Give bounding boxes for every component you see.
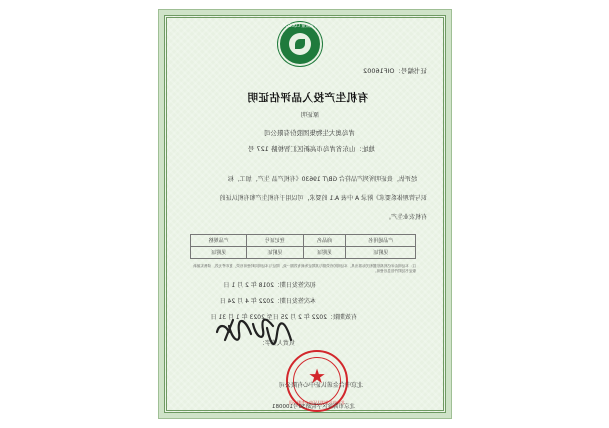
- first-issue-date: 初次签发日期：2018 年 2 月 1 日: [223, 282, 316, 289]
- table-row: [191, 247, 416, 259]
- organization-name: 北京中合金诺认证中心有限公司: [278, 382, 363, 389]
- company-name: 青岛奥大生物集团股份有限公司: [264, 129, 355, 137]
- star-icon: ★: [308, 364, 326, 388]
- table-header-cell: 登记证号: [247, 235, 303, 247]
- certificate-frame: [164, 15, 446, 413]
- signer-label: 负责人签字：: [258, 340, 295, 347]
- cqc-logo: [278, 22, 322, 66]
- body-line-2: 识与管理体系要求》附录 A 中表 A.1 的要求，可以用于有机生产和有机认证的: [219, 195, 427, 202]
- table-cell: 见附证: [247, 247, 303, 259]
- validity-period: 有效期限：2022 年 2 月 25 日至 2023 年 1 月 31 日: [210, 314, 357, 321]
- mirrored-content: [167, 18, 443, 410]
- seal-text: 北京中合金诺认证中心有限公司: [289, 400, 345, 405]
- table-cell: 见附证: [191, 247, 247, 259]
- footnote: 注：本证明由评估机构依据相关标准出具，本证明的有效期与其附证所载有效期一致，附证与本证明同时使用有效，复印件无效，请核实最新版证书及附件信息后使用。: [193, 264, 416, 273]
- organization-address: 北京市海淀区学院路30号100081: [272, 404, 355, 410]
- logo-text: 中国质量 CQCCQC: [282, 23, 318, 28]
- handwritten-signature: [213, 310, 295, 350]
- company-address: 地址：山东省青岛市高新区汇智桥路 127 号: [247, 145, 375, 153]
- leaf-icon: [295, 39, 305, 49]
- body-line-1: 经评估，贵证明所列产品符合 GB/T 19630《有机产品 生产、加工、标: [227, 176, 417, 183]
- table-header-cell: 产品规格: [191, 235, 247, 247]
- table-header-cell: 产品通用名: [346, 235, 416, 247]
- table-header-row: [191, 235, 416, 247]
- product-table: [190, 234, 416, 259]
- table-header-cell: 商品名: [303, 235, 346, 247]
- table-cell: 见附证: [346, 247, 416, 259]
- body-line-3: 有机农业生产。: [384, 214, 427, 221]
- certificate-subtitle: 原证明: [300, 112, 319, 119]
- certificate-number: 证书编号：OIF16002: [363, 67, 427, 75]
- current-issue-date: 本次签发日期：2022 年 4 月 24 日: [219, 298, 316, 305]
- certificate-title: 有机生产投入品评估证明: [247, 92, 368, 104]
- certificate: [158, 9, 452, 419]
- table-cell: 见附证: [303, 247, 346, 259]
